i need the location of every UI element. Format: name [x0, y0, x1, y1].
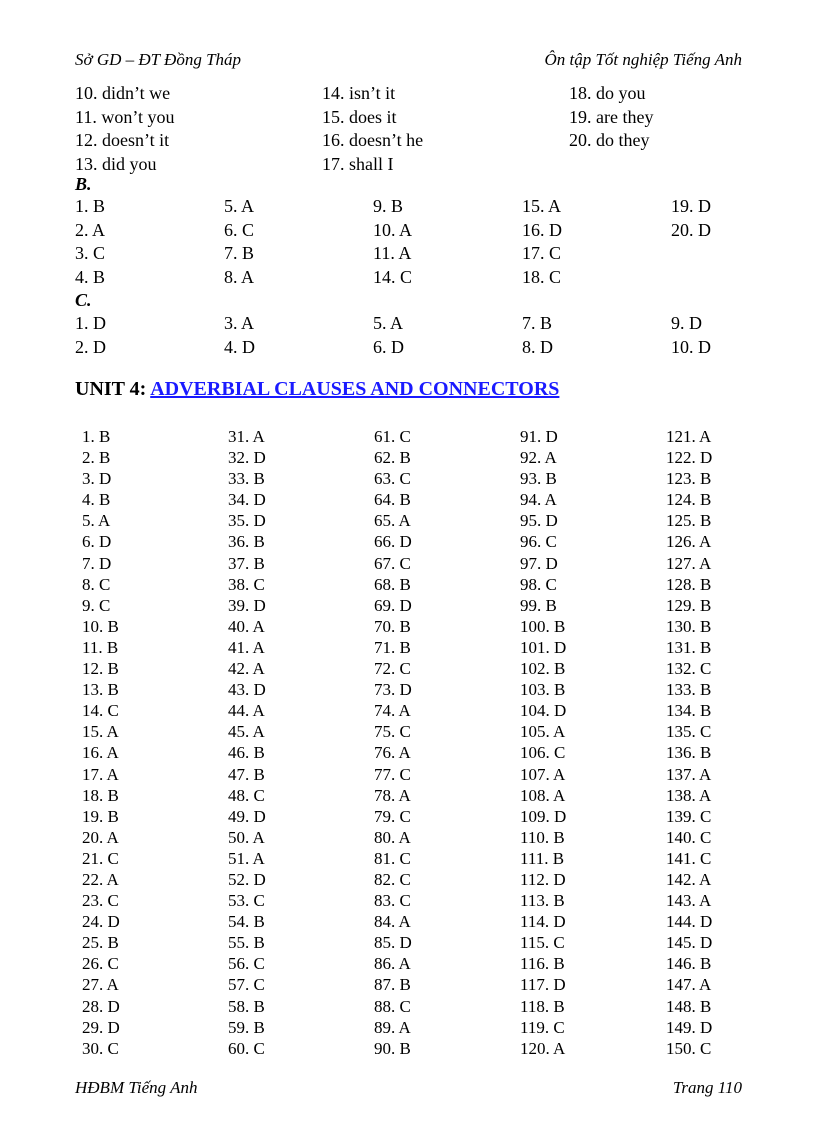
answer-item: 17. A [82, 764, 119, 784]
answer-item: 68. B [374, 574, 411, 594]
answer-item: 127. A [666, 553, 712, 573]
answer-item: 74. A [374, 701, 411, 721]
answer-item: 90. B [374, 1038, 411, 1058]
tag-question-item: 16. doesn’t he [322, 130, 424, 150]
answer-item: 129. B [666, 595, 712, 615]
answer-item: 75. C [374, 722, 411, 742]
section-b-item: 3. C [75, 243, 106, 263]
answer-item: 31. A [228, 427, 265, 446]
answer-item: 84. A [374, 912, 411, 932]
answer-item: 39. D [228, 595, 266, 615]
answer-item: 22. A [82, 869, 119, 889]
answer-item: 123. B [666, 469, 712, 489]
answer-item: 10. B [82, 616, 119, 636]
answer-item: 73. D [374, 680, 412, 700]
answer-item: 130. B [666, 616, 712, 636]
tag-question-item: 14. isn’t it [322, 83, 396, 103]
answer-item: 108. A [520, 785, 566, 805]
answer-item: 119. C [520, 1017, 565, 1037]
answer-item: 70. B [374, 616, 411, 636]
tag-question-item: 15. does it [322, 106, 397, 127]
answer-item: 72. C [374, 659, 411, 679]
answer-item: 14. C [82, 701, 119, 721]
answer-item: 37. B [228, 553, 265, 573]
answer-item: 115. C [520, 933, 565, 953]
answer-item: 118. B [520, 996, 565, 1016]
answer-item: 34. D [228, 490, 266, 510]
answer-item: 140. C [666, 827, 712, 847]
section-b-item: 2. A [75, 219, 106, 240]
section-c-item: 6. D [373, 336, 404, 357]
answer-item: 139. C [666, 806, 712, 826]
answer-item: 13. B [82, 680, 119, 700]
answer-item: 128. B [666, 574, 712, 594]
answer-item: 99. B [520, 595, 557, 615]
tag-question-item: 13. did you [75, 153, 157, 174]
section-c-item: 1. D [75, 313, 106, 333]
answer-item: 51. A [228, 848, 265, 868]
section-c-grid [75, 312, 751, 359]
section-c-item: 9. D [671, 313, 702, 333]
answer-item: 54. B [228, 912, 265, 932]
answer-item: 113. B [520, 891, 565, 911]
answer-item: 100. B [520, 616, 566, 636]
answer-item: 21. C [82, 848, 119, 868]
answer-item: 46. B [228, 743, 265, 763]
section-b-item: 11. A [373, 243, 412, 263]
tag-question-item: 17. shall I [322, 153, 394, 174]
answer-item: 61. C [374, 427, 411, 446]
answer-item: 20. A [82, 827, 119, 847]
answer-item: 102. B [520, 659, 566, 679]
tag-question-item: 11. won’t you [75, 106, 175, 127]
answer-item: 147. A [666, 975, 712, 995]
answer-item: 18. B [82, 785, 119, 805]
answer-item: 97. D [520, 553, 558, 573]
answer-item: 16. A [82, 743, 119, 763]
header-right: Ôn tập Tốt nghiệp Tiếng Anh [544, 50, 742, 69]
answer-item: 112. D [520, 869, 566, 889]
answer-item: 59. B [228, 1017, 265, 1037]
answer-item: 86. A [374, 954, 411, 974]
header-left: Sở GD – ĐT Đồng Tháp [75, 50, 242, 69]
answer-item: 110. B [520, 827, 565, 847]
answer-item: 45. A [228, 722, 265, 742]
answer-item: 41. A [228, 637, 265, 657]
section-b-grid [75, 195, 751, 289]
section-b-label: B. [75, 174, 92, 194]
section-c-item: 3. A [224, 313, 255, 333]
answer-item: 105. A [520, 722, 566, 742]
answer-item: 148. B [666, 996, 712, 1016]
answer-item: 137. A [666, 764, 712, 784]
answer-item: 77. C [374, 764, 411, 784]
answer-item: 53. C [228, 891, 265, 911]
answer-item: 124. B [666, 490, 712, 510]
answer-item: 50. A [228, 827, 265, 847]
answer-item: 132. C [666, 659, 712, 679]
answer-item: 24. D [82, 912, 120, 932]
answer-item: 35. D [228, 511, 266, 531]
answer-item: 107. A [520, 764, 566, 784]
answer-item: 126. A [666, 532, 712, 552]
section-b-item: 17. C [522, 243, 562, 263]
section-c-label: C. [75, 290, 92, 310]
answer-item: 98. C [520, 574, 557, 594]
section-b-item: 20. D [671, 219, 711, 240]
answer-item: 101. D [520, 637, 567, 657]
answer-item: 122. D [666, 448, 713, 468]
answer-item: 120. A [520, 1038, 566, 1058]
answer-item: 104. D [520, 701, 567, 721]
answer-item: 67. C [374, 553, 411, 573]
answer-item: 79. C [374, 806, 411, 826]
answer-item: 48. C [228, 785, 265, 805]
answer-item: 30. C [82, 1038, 119, 1058]
answer-item: 62. B [374, 448, 411, 468]
answer-item: 111. B [520, 848, 565, 868]
answer-item: 36. B [228, 532, 265, 552]
answer-item: 133. B [666, 680, 712, 700]
section-b-item: 7. B [224, 243, 255, 263]
footer-left: HĐBM Tiếng Anh [75, 1078, 198, 1097]
answer-item: 78. A [374, 785, 411, 805]
answer-item: 106. C [520, 743, 566, 763]
answer-item: 121. A [666, 427, 712, 446]
answer-item: 49. D [228, 806, 266, 826]
answer-item: 125. B [666, 511, 712, 531]
answer-item: 29. D [82, 1017, 120, 1037]
answer-item: 55. B [228, 933, 265, 953]
tag-question-item: 18. do you [569, 83, 646, 103]
footer-right: Trang 110 [672, 1078, 742, 1097]
answer-item: 138. A [666, 785, 712, 805]
answer-item: 23. C [82, 891, 119, 911]
section-c-item: 4. D [224, 336, 255, 357]
section-b-item: 15. A [522, 196, 562, 216]
answer-item: 58. B [228, 996, 265, 1016]
section-b-item: 18. C [522, 266, 562, 287]
answer-item: 3. D [82, 469, 112, 489]
answer-item: 43. D [228, 680, 266, 700]
answer-item: 131. B [666, 637, 712, 657]
answer-item: 11. B [82, 637, 119, 657]
answer-item: 85. D [374, 933, 412, 953]
answer-item: 92. A [520, 448, 557, 468]
answer-item: 69. D [374, 595, 412, 615]
answer-item: 47. B [228, 764, 265, 784]
answer-item: 91. D [520, 427, 558, 446]
section-b-item: 16. D [522, 219, 562, 240]
answer-item: 32. D [228, 448, 266, 468]
section-b-item: 5. A [224, 196, 255, 216]
section-b-item [671, 242, 751, 266]
section-b-item [671, 266, 751, 290]
section-b-item: 1. B [75, 196, 106, 216]
answer-item: 87. B [374, 975, 411, 995]
tag-question-item [569, 153, 755, 177]
answer-item: 57. C [228, 975, 265, 995]
section-b-item: 8. A [224, 266, 255, 287]
tag-question-item: 19. are they [569, 106, 654, 127]
tag-question-item: 10. didn’t we [75, 83, 171, 103]
answer-item: 114. D [520, 912, 566, 932]
answer-item: 142. A [666, 869, 712, 889]
answer-item: 96. C [520, 532, 557, 552]
answer-item: 56. C [228, 954, 265, 974]
section-b-item: 14. C [373, 266, 413, 287]
answer-item: 12. B [82, 659, 119, 679]
answer-item: 145. D [666, 933, 713, 953]
answer-item: 149. D [666, 1017, 713, 1037]
answer-item: 116. B [520, 954, 565, 974]
unit-heading [75, 378, 559, 401]
section-b-item: 9. B [373, 196, 404, 216]
section-c-item: 7. B [522, 313, 553, 333]
answer-item: 26. C [82, 954, 119, 974]
answer-item: 141. C [666, 848, 712, 868]
answer-item: 64. B [374, 490, 411, 510]
answer-item: 25. B [82, 933, 119, 953]
answer-item: 80. A [374, 827, 411, 847]
answer-item: 109. D [520, 806, 567, 826]
answer-item: 60. C [228, 1038, 265, 1058]
section-c-item: 2. D [75, 336, 106, 357]
answer-item: 27. A [82, 975, 119, 995]
section-c-item: 10. D [671, 336, 711, 357]
section-b-item: 10. A [373, 219, 413, 240]
answer-item: 1. B [82, 427, 111, 446]
section-c-item: 8. D [522, 336, 553, 357]
answer-item: 33. B [228, 469, 265, 489]
answer-item: 5. A [82, 511, 111, 531]
answer-item: 2. B [82, 448, 111, 468]
answer-key-grid [82, 426, 746, 1059]
answer-item: 93. B [520, 469, 557, 489]
answer-item: 8. C [82, 574, 111, 594]
answer-item: 146. B [666, 954, 712, 974]
answer-item: 94. A [520, 490, 557, 510]
tag-questions-grid [75, 82, 755, 176]
answer-item: 143. A [666, 891, 712, 911]
answer-item: 135. C [666, 722, 712, 742]
answer-item: 81. C [374, 848, 411, 868]
answer-item: 103. B [520, 680, 566, 700]
unit-prefix: UNIT 4: [75, 378, 151, 400]
tag-question-item: 20. do they [569, 130, 650, 150]
answer-item: 82. C [374, 869, 411, 889]
answer-item: 4. B [82, 490, 111, 510]
answer-item: 65. A [374, 511, 411, 531]
answer-item: 6. D [82, 532, 112, 552]
tag-question-item: 12. doesn’t it [75, 130, 170, 150]
unit-title-link[interactable]: ADVERBIAL CLAUSES AND CONNECTORS [150, 378, 560, 400]
answer-item: 95. D [520, 511, 558, 531]
section-b-item: 19. D [671, 196, 711, 216]
answer-item: 19. B [82, 806, 119, 826]
answer-item: 150. C [666, 1038, 712, 1058]
answer-item: 66. D [374, 532, 412, 552]
answer-item: 136. B [666, 743, 712, 763]
answer-item: 76. A [374, 743, 411, 763]
answer-item: 89. A [374, 1017, 411, 1037]
answer-item: 117. D [520, 975, 566, 995]
answer-item: 88. C [374, 996, 411, 1016]
answer-item: 52. D [228, 869, 266, 889]
answer-item: 7. D [82, 553, 112, 573]
section-b-item: 6. C [224, 219, 255, 240]
answer-item: 42. A [228, 659, 265, 679]
answer-item: 15. A [82, 722, 119, 742]
section-c-item: 5. A [373, 313, 404, 333]
answer-item: 83. C [374, 891, 411, 911]
answer-item: 38. C [228, 574, 265, 594]
answer-item: 40. A [228, 616, 265, 636]
answer-item: 71. B [374, 637, 411, 657]
answer-item: 144. D [666, 912, 713, 932]
answer-item: 28. D [82, 996, 120, 1016]
answer-item: 134. B [666, 701, 712, 721]
section-b-item: 4. B [75, 266, 106, 287]
answer-item: 63. C [374, 469, 411, 489]
answer-item: 44. A [228, 701, 265, 721]
answer-item: 9. C [82, 595, 111, 615]
